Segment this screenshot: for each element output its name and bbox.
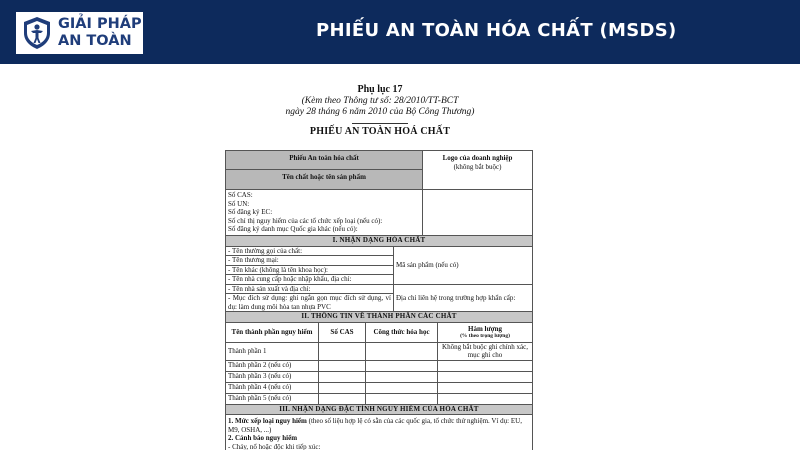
cas-label: Số CAS: [228, 191, 253, 199]
col-header-component: Tên thành phần nguy hiểm [226, 322, 319, 342]
section-2-table [225, 312, 533, 405]
logo-line-1: GIẢI PHÁP [58, 16, 142, 32]
circular-reference: (Kèm theo Thông tư số: 28/2010/TT-BCT [301, 96, 459, 106]
table-cell-empty [319, 393, 366, 404]
manufacturer-field: - Tên nhà sản xuất và địa chỉ: [226, 284, 394, 294]
logo-cell [423, 151, 533, 190]
form-heading-cell [226, 151, 423, 170]
table-cell-empty [438, 371, 533, 382]
table-cell-empty [438, 382, 533, 393]
header-divider [352, 123, 408, 124]
table-cell-empty [319, 371, 366, 382]
appendix-label: Phụ lục 17 [357, 84, 403, 95]
table-cell-empty [438, 360, 533, 371]
form-heading: Phiếu An toàn hóa chất [289, 154, 359, 162]
ec-label: Số đăng ký EC: [228, 208, 273, 216]
other-name-field: - Tên khác (không là tên khoa học): [226, 265, 394, 275]
table-cell-empty [366, 382, 438, 393]
table-cell-empty [319, 382, 366, 393]
identifier-empty-cell [423, 190, 533, 236]
hazard-classification-label: 1. Mức xếp loại nguy hiểm [228, 417, 307, 425]
trade-name-field: - Tên thương mại: [226, 256, 394, 266]
col-header-content-cell [438, 322, 533, 342]
hazard-classification-line [228, 417, 530, 434]
logo-label: Logo của doanh nghiệp [442, 154, 513, 162]
table-row-component-5: Thành phần 5 (nếu có) [226, 393, 319, 404]
table-row-component-2: Thành phần 2 (nếu có) [226, 360, 319, 371]
intended-use-field: - Mục đích sử dụng: ghi ngắn gọn mục đích sử dụng, ví dụ: làm dung môi hòa tan nhựa PVC [226, 294, 394, 312]
shield-person-icon [22, 16, 52, 50]
table-cell-empty [366, 393, 438, 404]
logo-text [58, 16, 142, 50]
col-header-content: Hàm lượng [468, 324, 502, 333]
substance-name-label: Tên chất hoặc tên sản phẩm [282, 173, 366, 181]
brand-logo[interactable] [16, 12, 143, 54]
un-label: Số UN: [228, 199, 250, 208]
product-code-cell [394, 246, 533, 284]
hazard-warning-label: 2. Cảnh báo nguy hiểm [228, 434, 298, 442]
table-row-component-1: Thành phần 1 [226, 342, 319, 360]
content-note: Không bắt buộc ghi chính xác, mục ghi cho [438, 342, 533, 360]
col-header-cas: Số CAS [319, 322, 366, 342]
substance-name-cell [226, 170, 423, 190]
table-cell-empty [366, 342, 438, 360]
identifier-cell [226, 190, 423, 236]
document-header [230, 84, 530, 138]
hazard-index-label: Số chỉ thị nguy hiểm của các tổ chức xếp loại (nếu có): [228, 216, 383, 225]
hazard-classification-text: (theo số liệu hợp lệ có sẵn của các quốc gia, tổ chức thử nghiệm. Ví dụ: EU, M9, OSHA, ...) [228, 417, 522, 434]
supplier-field: - Tên nhà cung cấp hoặc nhập khẩu, địa chỉ: [226, 275, 394, 285]
circular-date: ngày 28 tháng 6 năm 2010 của Bộ Công Thương) [285, 107, 475, 117]
national-registry-label: Số đăng ký danh mục Quốc gia khác (nếu có): [228, 225, 358, 233]
emergency-contact-cell [394, 284, 533, 312]
emergency-contact-label: Địa chỉ liên hệ trong trường hợp khẩn cấp: [396, 293, 516, 302]
header-banner [0, 0, 800, 64]
page-title: PHIẾU AN TOÀN HÓA CHẤT (MSDS) [316, 20, 677, 41]
table-cell-empty [438, 393, 533, 404]
table-cell-empty [319, 342, 366, 360]
table-cell-empty [366, 371, 438, 382]
col-header-content-note: (% theo trọng lượng) [460, 333, 510, 340]
col-header-formula: Công thức hóa học [366, 322, 438, 342]
fire-explosion-line: - Cháy, nổ hoặc độc khi tiếp xúc: [228, 442, 321, 450]
common-name-field: - Tên thường gọi của chất: [226, 246, 394, 256]
section-1-table [225, 236, 533, 312]
hazard-body-cell [226, 415, 533, 450]
table-row-component-4: Thành phần 4 (nếu có) [226, 382, 319, 393]
section-3-table [225, 405, 533, 450]
product-code-label: Mã sản phẩm (nếu có) [396, 260, 459, 269]
table-row-component-3: Thành phần 3 (nếu có) [226, 371, 319, 382]
msds-form [225, 150, 532, 450]
table-cell-empty [366, 360, 438, 371]
document-title: PHIẾU AN TOÀN HOÁ CHẤT [309, 126, 451, 137]
section-1-title: I. NHẬN DẠNG HÓA CHẤT [226, 236, 533, 246]
identity-table [225, 150, 533, 236]
table-cell-empty [319, 360, 366, 371]
logo-note: (không bắt buộc) [453, 162, 502, 171]
logo-line-2: AN TOÀN [58, 33, 132, 49]
section-2-title: II. THÔNG TIN VỀ THÀNH PHẦN CÁC CHẤT [226, 312, 533, 322]
section-3-title: III. NHẬN DẠNG ĐẶC TÍNH NGUY HIỂM CỦA HÓA CHẤT [226, 405, 533, 415]
